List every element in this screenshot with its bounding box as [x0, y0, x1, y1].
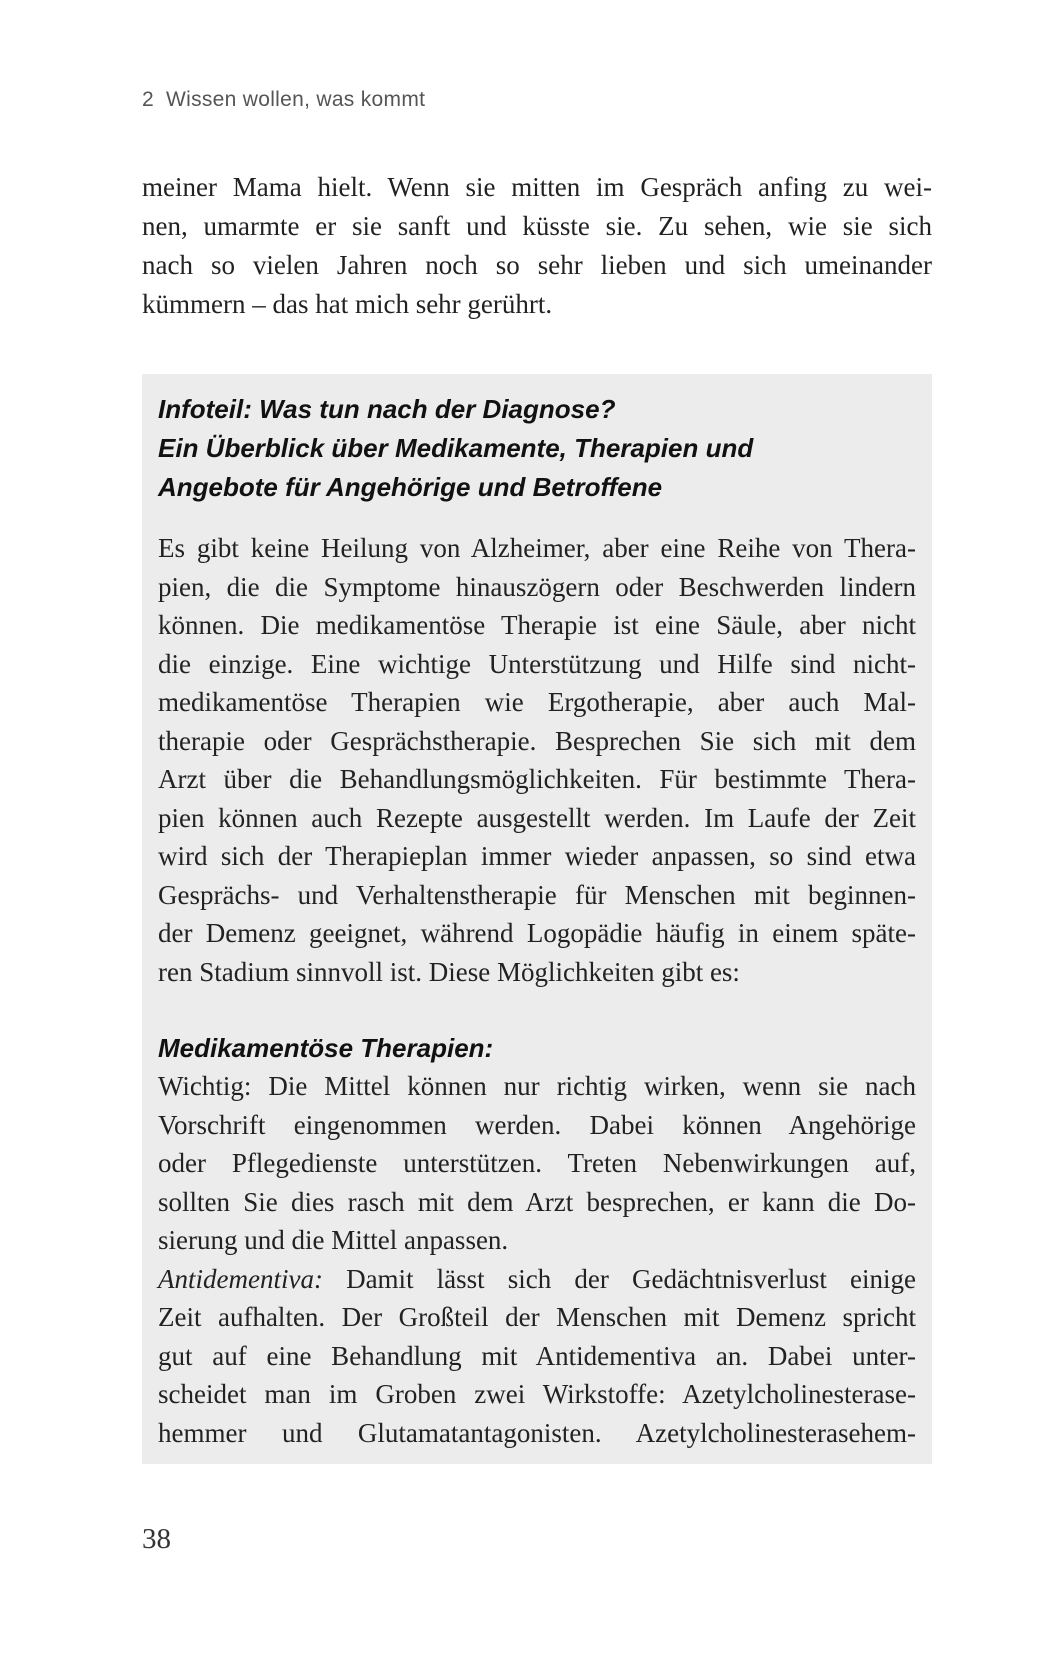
text-line: Zeit aufhalten. Der Großteil der Menschen mit Demenz spricht [158, 1302, 916, 1332]
text-line [158, 1260, 916, 1299]
text-line: sollten Sie dies rasch mit dem Arzt besprechen, er kann die Do- [158, 1186, 916, 1217]
text-line: Wichtig: Die Mittel können nur richtig wirken, wenn sie nach [158, 1071, 916, 1101]
text-line: pien können auch Rezepte ausgestellt werden. Im Laufe der Zeit [158, 802, 916, 833]
text-line: Arzt über die Behandlungsmöglichkeiten. Für bestimmte Thera- [158, 764, 916, 794]
text-line: gut auf eine Behandlung mit Antidementiva an. Dabei unter- [158, 1340, 916, 1371]
subheading-medikamentoese-therapien: Medikamentöse Therapien: [158, 1033, 494, 1063]
text-line: scheidet man im Groben zwei Wirkstoffe: Azetylcholinesterase- [158, 1379, 916, 1409]
chapter-title: Wissen wollen, was kommt [165, 88, 426, 111]
text-line: oder Pflegedienste unterstützen. Treten Nebenwirkungen auf, [158, 1148, 916, 1178]
text-line: die einzige. Eine wichtige Unterstützung und Hilfe sind nicht- [158, 648, 916, 679]
intro-line: nen, umarmte er sie sanft und küsste sie. Zu sehen, wie sie sich [142, 211, 932, 241]
running-head [142, 88, 425, 112]
chapter-number: 2 [142, 88, 154, 111]
text-line: wird sich der Therapieplan immer wieder anpassen, so sind etwa [158, 841, 916, 871]
info-paragraph [158, 529, 916, 991]
antidementiva-term: Antidementiva: [158, 1263, 323, 1294]
text-line: medikamentöse Therapien wie Ergotherapie, aber auch Mal- [158, 687, 916, 717]
intro-line: nach so vielen Jahren noch so sehr lieben und sich umeinander [142, 250, 932, 280]
page-number: 38 [142, 1523, 171, 1555]
intro-line: kümmern – das hat mich sehr gerührt. [142, 289, 553, 319]
intro-paragraph [142, 168, 932, 324]
text-line: ren Stadium sinnvoll ist. Diese Möglichkeiten gibt es: [158, 956, 740, 987]
antidementiva-first-text: Damit lässt sich der Gedächtnisverlust einige [346, 1263, 917, 1294]
info-heading-line: Angebote für Angehörige und Betroffene [158, 472, 663, 502]
text-line: sierung und die Mittel anpassen. [158, 1225, 509, 1255]
intro-line: meiner Mama hielt. Wenn sie mitten im Gespräch anfing zu wei- [142, 172, 932, 202]
info-heading-line: Ein Überblick über Medikamente, Therapien und [158, 433, 754, 463]
text-line: pien, die die Symptome hinauszögern oder Beschwerden lindern [158, 571, 916, 602]
info-heading [158, 390, 916, 507]
text-line: Vorschrift eingenommen werden. Dabei können Angehörige [158, 1109, 916, 1140]
info-heading-line: Infoteil: Was tun nach der Diagnose? [158, 394, 616, 424]
text-line: therapie oder Gesprächstherapie. Besprechen Sie sich mit dem [158, 725, 916, 756]
text-line: der Demenz geeignet, während Logopädie häufig in einem späte- [158, 918, 916, 948]
info-box [142, 374, 932, 1464]
text-line: Es gibt keine Heilung von Alzheimer, aber eine Reihe von Thera- [158, 533, 916, 563]
wichtig-paragraph [158, 1067, 916, 1260]
text-line: hemmer und Glutamatantagonisten. Azetylcholinesterasehem- [158, 1417, 916, 1448]
antidementiva-paragraph [158, 1260, 916, 1453]
text-line: können. Die medikamentöse Therapie ist eine Säule, aber nicht [158, 610, 916, 640]
text-line: Gesprächs- und Verhaltenstherapie für Menschen mit beginnen- [158, 879, 916, 910]
